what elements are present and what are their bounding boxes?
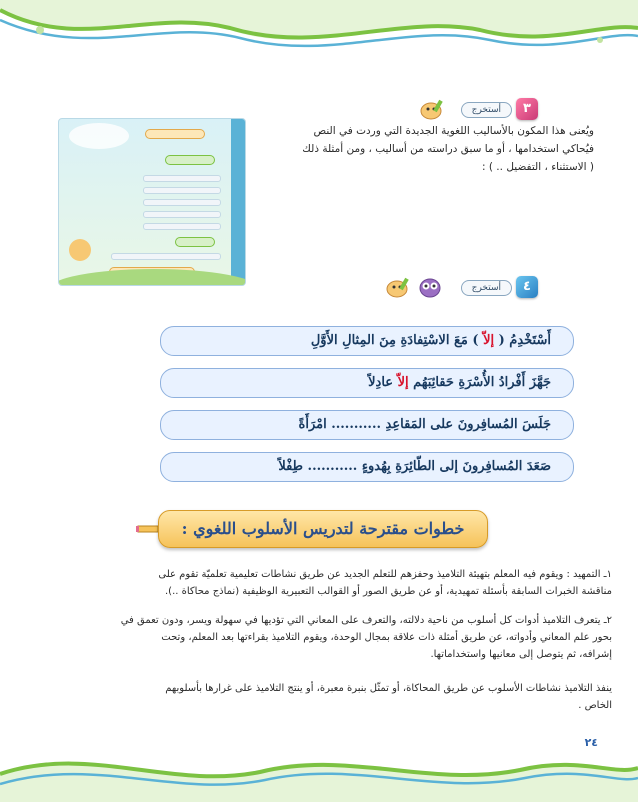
section-label: أستخرج xyxy=(461,102,512,118)
thumbnail-line xyxy=(143,175,221,182)
example-text: صَعَدَ المُسافِرونَ إلى الطّائِرَةِ بِهُدوءٍ ........... طِفْلاً xyxy=(278,459,551,474)
section-number-badge: ٣ xyxy=(516,98,538,120)
thumbnail-cloud xyxy=(69,123,129,149)
thumbnail-line xyxy=(143,187,221,194)
step-3-line: الخاص . xyxy=(578,700,612,711)
thumbnail-grass xyxy=(58,269,246,286)
example-sentence-box xyxy=(160,368,574,398)
thumbnail-line xyxy=(143,199,221,206)
section-3-line: ( الاستثناء ، التفضيل .. ) : xyxy=(482,161,594,173)
thumbnail-side-strip xyxy=(231,119,245,285)
step-2-line: بحور علم المعاني وأدواته، عن طريق أمثلة ذات علاقة بمجال الوحدة، ويقوم التلاميذ بقراءتها بعد المعلم، وتحت xyxy=(161,632,612,643)
example-highlight: إلاّ xyxy=(397,375,409,390)
example-text: أَسْتَخْدِمُ ( xyxy=(494,333,551,348)
example-sentence-box xyxy=(160,410,574,440)
example-sentence-box xyxy=(160,452,574,482)
thumbnail-line xyxy=(111,253,221,260)
steps-title-banner: خطوات مقترحة لتدريس الأسلوب اللغوي : xyxy=(158,510,488,548)
page-number: ٢٤ xyxy=(584,736,598,749)
example-text: عادِلاً xyxy=(368,375,398,390)
section-3-header xyxy=(338,98,538,120)
thumbnail-title-pill xyxy=(145,129,205,139)
pencil-mascot-icon xyxy=(382,276,412,298)
textbook-page-thumbnail xyxy=(58,118,246,286)
step-2-line: إشرافه، ثم يتوصل إلى معانيها واستخداماتها. xyxy=(430,649,612,660)
section-number-badge: ٤ xyxy=(516,276,538,298)
pencil-mascot-icon xyxy=(416,98,446,120)
example-text: جَلَسَ المُسافِرونَ على المَقاعِدِ ........... امْرَأَةً xyxy=(298,417,551,432)
thumbnail-line xyxy=(143,223,221,230)
example-sentence-box xyxy=(160,326,574,356)
section-4-header xyxy=(298,276,538,298)
thumbnail-character xyxy=(69,239,91,261)
step-1-line: مناقشة الخبرات السابقة بأسئلة تمهيدية، أو عن طريق الصور أو القوالب التعبيرية الوظيفية (نماذج محاكاة ..). xyxy=(165,586,612,597)
example-text: ) مَعَ الاسْتِفادَةِ مِنَ المِثالِ الأَوَّلِ xyxy=(310,333,484,348)
top-wave-decoration xyxy=(0,0,638,70)
step-3-line: ينفذ التلاميذ نشاطات الأسلوب عن طريق المحاكاة، أو تمثّل بنبرة معبرة، أو ينتج التلاميذ على غرارها بأسلوبهم xyxy=(165,683,612,694)
example-text: جَهَّزَ أَفْرادُ الأُسْرَةِ حَقائِبَهُم xyxy=(408,375,551,390)
thumbnail-subtitle-pill xyxy=(165,155,215,165)
section-3-line: فيُحاكي استخدامها ، أو ما سبق دراسته من أساليب ، ومن أمثلة ذلك xyxy=(302,143,594,155)
owl-mascot-icon xyxy=(416,276,444,298)
step-1-line: ١ـ التمهيد : ويقوم فيه المعلم بتهيئة التلاميذ وحفزهم للتعلم الجديد عن طريق نشاطات تعليمية تعلميّة تقوم على xyxy=(158,569,612,580)
section-3-line: ويُعنى هذا المكون بالأساليب اللغوية الجديدة التي وردت في النص xyxy=(313,125,594,137)
bottom-wave-decoration xyxy=(0,732,638,802)
step-2-line: ٢ـ يتعرف التلاميذ أدوات كل أسلوب من ناحية دلالته، والتعرف على المعاني التي تؤديها في سهولة ويسر، ودون تعمق في xyxy=(120,615,612,626)
example-highlight: إلاّ xyxy=(483,333,495,348)
thumbnail-subtitle-pill xyxy=(175,237,215,247)
thumbnail-line xyxy=(143,211,221,218)
section-label: أستخرج xyxy=(461,280,512,296)
